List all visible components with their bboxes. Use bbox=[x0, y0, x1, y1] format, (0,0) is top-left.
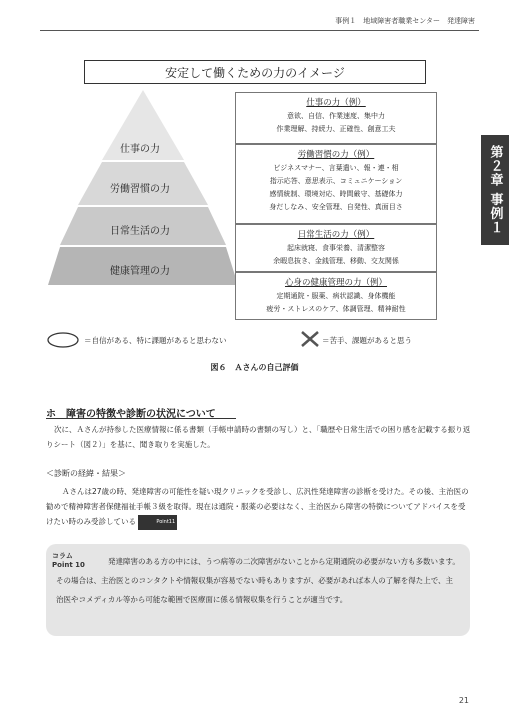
example-line: ビジネスマナー、言葉遣い、報・連・相 bbox=[273, 164, 399, 172]
page-number: 21 bbox=[458, 696, 469, 705]
cross-legend-icon bbox=[300, 330, 320, 348]
example-box-health bbox=[235, 272, 437, 320]
section-paragraph-2 bbox=[46, 484, 471, 530]
example-title: 心身の健康管理の力（例） bbox=[284, 278, 387, 288]
figure-title: 安定して働くための力のイメージ bbox=[84, 60, 426, 84]
example-box-work bbox=[235, 92, 437, 144]
chapter-tab: 第２章 事例１ bbox=[481, 135, 509, 245]
legend-circle-text: ＝自信がある、特に課題があると思わない bbox=[84, 336, 227, 345]
example-line: 身だしなみ、安全管理、自発性、真面目さ bbox=[269, 203, 403, 211]
example-line: 定期通院・服薬、病状認識、身体機能 bbox=[276, 292, 396, 300]
point-badge: コラム Point 10 bbox=[52, 552, 85, 569]
header-rule bbox=[40, 30, 479, 31]
paragraph-2-text: Ａさんは27歳の時、発達障害の可能性を疑い現クリニックを受診し、広汎性発達障害の診断を受けた。その後、主治医の勧めで精神障害者保健福祉手帳３級を取得。現在は通院・服薬の必要はなく、主治医から障害の特徴についてアドバイスを受けたい時のみ受診している bbox=[46, 487, 469, 526]
example-box-daily bbox=[235, 224, 437, 272]
point-text: 発達障害のある方の中には、うつ病等の二次障害がないことから定期通院の必要がない方も多数います。その場合は、主治医とのコンタクトや情報収集が容易でない時もありますが、必要があれば本人の了解を得た上で、主治医やコメディカル等から可能な範囲で医療面に係る情報収集を行うことが適当です。 bbox=[56, 557, 460, 604]
example-line: 意欲、自信、作業速度、集中力 bbox=[287, 112, 385, 120]
example-title: 日常生活の力（例） bbox=[297, 230, 375, 240]
example-title: 仕事の力（例） bbox=[306, 98, 366, 108]
example-line: 疲労・ストレスのケア、体調管理、精神耐性 bbox=[266, 305, 406, 313]
pyramid-label-daily: 日常生活の力 bbox=[110, 226, 170, 237]
pyramid-label-work: 仕事の力 bbox=[120, 144, 160, 155]
example-line: 余暇息抜き、金銭管理、移動、交友関係 bbox=[273, 257, 399, 265]
example-line: 作業理解、持続力、正確性、創意工夫 bbox=[276, 125, 396, 133]
pyramid-label-health: 健康管理の力 bbox=[110, 266, 170, 277]
example-line: 感情統制、環境対応、時間厳守、基礎体力 bbox=[269, 190, 403, 198]
section-paragraph-1: 次に、Ａさんが持参した医療情報に係る書類（手帳申請時の書類の写し）と、「職歴や日常生活での困り感を記載する振り返りシート（図２）」を基に、聞き取りを実施した。 bbox=[46, 425, 471, 449]
running-header: 事例１ 地域障害者職業センター 発達障害 bbox=[335, 17, 475, 25]
pyramid-label-labor: 労働習慣の力 bbox=[110, 184, 170, 195]
example-box-labor bbox=[235, 144, 437, 224]
example-line: 起床就寝、食事栄養、清潔整容 bbox=[287, 244, 385, 252]
example-line: 指示応答、意思表示、コミュニケーション bbox=[269, 177, 403, 185]
section-heading-rule bbox=[46, 418, 236, 419]
example-title: 労働習慣の力（例） bbox=[297, 150, 375, 160]
point-reference-badge[interactable]: Point11 bbox=[138, 515, 177, 530]
diagnosis-subheading: ＜診断の経緯・結果＞ bbox=[46, 469, 126, 478]
section-heading: ホ 障害の特徴や診断の状況について bbox=[46, 409, 216, 420]
circle-legend-icon bbox=[46, 332, 80, 348]
legend-cross-text: ＝苦手、課題があると思う bbox=[322, 336, 412, 345]
figure-caption: 図６ Ａさんの自己評価 bbox=[210, 363, 299, 372]
